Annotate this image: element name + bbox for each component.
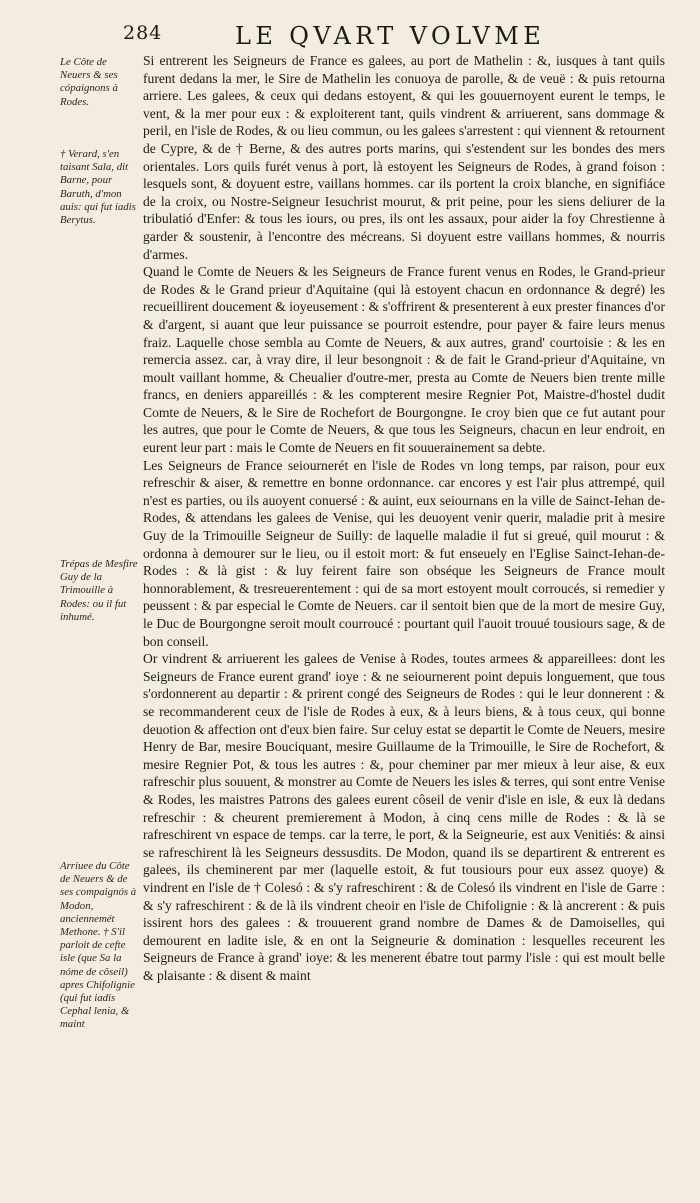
running-head: LE QVART VOLVME — [235, 22, 546, 50]
paragraph: Or vindrent & arriuerent les galees de Venise à Rodes, toutes armees & appareillees: dont les Seigneurs de France eurent grand' ioye : & ne seiournerent point depuis longuement, que tous s'ordonnerent au departir : & prirent congé des Seigneurs de Rodes : qui le leur donnerent : & se recommanderent ceux de l'isle de Rodes à eux, & à leurs biens, & à tous ceux, qui bonne deuotion & affection ont d'eux bien faire. Sur celuy estat se departit le Comte de Neuers, mesire Henry de Bar, mesire Bouciquant, mesire Guillaume de la Trimouille, le Sire de Rochefort, & mesire Regnier Pot, & tous les autres : &, pour cheminer par mer mieux à leur aise, & eux rafreschir plus souuent, & monstrer au Comte de Neuers les isles & terres, qui sont entre Venise & Rodes, les maistres Patrons des galees eurent côseil de venir d'isle en isle, & eux là dedans refreschir : & cheurent premierement à Modon, à cinq cens mille de Rodes : & là se rafreschirent vn espace de temps. car la terre, le port, & la Seigneurie, est aux Venitiés: & ainsi se rafreschirent là les Seigneurs dessusdits. De Modon, quand ils se departirent & entrerent es galees, ils cheminerent par mer (laquelle estoit, & fut tousiours pour eux assez quoye) & vindrent en l'isle de † Colesó : & s'y rafreschirent : & de Colesó ils vindrent en l'isle de Garre : & s'y rafreschirent : & de là ils vindrent cheoir en l'isle de Chifolignie : & là ancrerent : & puis issirent hors des galees : & trouuerent grand nombre de Dames & de Damoiselles, qui demourent en ladite isle, & en ont la Seigneurie & domination : lesquelles receurent les Seigneurs de France à grand' ioye: & les menerent ébatre tout parmy l'isle : qui est moult belle & plaisante : & disent & maint — [143, 651, 665, 983]
page-header — [60, 22, 672, 52]
page-number: 284 — [123, 22, 163, 44]
margin-note-1: Le Côte de Neuers & ses cópaignons à Rodes. — [60, 56, 118, 108]
margin-note-2: † Verard, s'en taisant Sala, dit Barne, pour Baruth, d'mon auis: qui fut iadis Berytus. — [60, 148, 136, 227]
margin-note-3: Trépas de Mesfire Guy de la Trimouille à Rodes: ou il fut inhumé. — [60, 558, 138, 623]
paragraph: Si entrerent les Seigneurs de France es galees, au port de Mathelin : &, iusques à tant quils furent dedans la mer, le Sire de Mathelin les conuoya de parolle, & de veuë : & puis retourna arriere. Les galees, & ceux qui dedans estoyent, & qui les gouuernoyent eurent le temps, le vent, & la mer pour eux : & exploiterent tant, quils vindrent & arriuerent, sans dommage & peril, en l'isle de Rodes, & ou lieu commun, ou les galees s'arrestent : qui viennent & retournent de Cypre, & de † Berne, & des autres ports marins, qui s'estendent sur les bondes des mers orientales. Lors quils furét venus à port, là estoyent les Seigneurs de Rodes, à grand foison : lesquels sont, & doyuent estre, vaillans hommes. car ils portent la croix blanche, en signifiáce de la croix, ou Nostre-Seigneur Iesuchrist mourut, & prit peine, pour les siens deliurer de la tribulatió d'Enfer: & tous les iours, ou pres, ils ont les assaux, pour aider la foy Chrestienne à garder & soustenir, à l'encontre des mécreans. Si doyuent estre vaillans hommes, & nourris d'armes. — [143, 53, 665, 262]
margin-note-4: Arriuee du Côte de Neuers & de ses compaignós à Modon, anciennemét Methone. † S'il parloit de cefte isle (que Sa la nóme de côseil) apres Chifolignie (qui fut iadis Cephal lenia, & maint — [60, 860, 137, 1031]
main-text — [143, 52, 665, 984]
paragraph: Quand le Comte de Neuers & les Seigneurs de France furent venus en Rodes, le Grand-prieur de Rodes & le Grand prieur d'Aquitaine (qui là estoyent chacun en ordonnance & degré) les recueillirent doucement & ioyeusement : & s'offrirent & presenterent à eux prester finances d'or & d'argent, si auant que leur puissance se pourroit estendre, pour payer & faire leurs menus fraiz. Laquelle chose sembla au Comte de Neuers, & aux autres, grand' courtoisie : & les en remercia assez. car, à vray dire, il leur besongnoit : & de fait le Grand-prieur d'Aquitaine, vn moult vaillant homme, & Cheualier d'outre-mer, presta au Comte de Neuers bien trente mille francs, en deniers appareillés : & les compterent mesire Regnier Pot, Maistre-d'hostel dudit Comte de Neuers, & le Sire de Rochefort de Bourgongne. Ie croy bien que ce fut autant pour les autres, que pour le Comte de Neuers, & que tous les Seigneurs, chacun en leur endroit, en eurent leur part : mais le Comte de Neuers en fit souuerainement sa debte. — [143, 264, 665, 456]
paragraph: Les Seigneurs de France seiournerét en l'isle de Rodes vn long temps, par raison, pour eux refreschir & aiser, & remettre en bonne ordonnance. car encores y est l'air plus attrempé, quil n'est es parties, ou ils auoyent conuersé : & auint, eux seiournans en la ville de Sainct-Iehan de-Rodes, & attendans les galees de Venise, qui les deuoyent venir querir, maladie prit à mesire Guy de la Trimouille Seigneur de Suilly: de laquelle maladie il fut si greué, quil mourut : & ordonna à demourer sur le lieu, ou il estoit mort: & fut enseuely en l'Eglise Sainct-Iehan-de-Rodes : & là gist : & luy feirent faire son obséque les Seigneurs de France moult honnorablement, & tresreuerentement : qui de sa mort estoyent moult corroucés, si remedier y peussent : & par especial le Comte de Neuers. car il sentoit bien que de la mort de mesire Guy, le Duc de Bourgongne seroit moult courroucé : pourtant quil l'auoit trouué tousiours sage, & de bon conseil. — [143, 457, 665, 649]
